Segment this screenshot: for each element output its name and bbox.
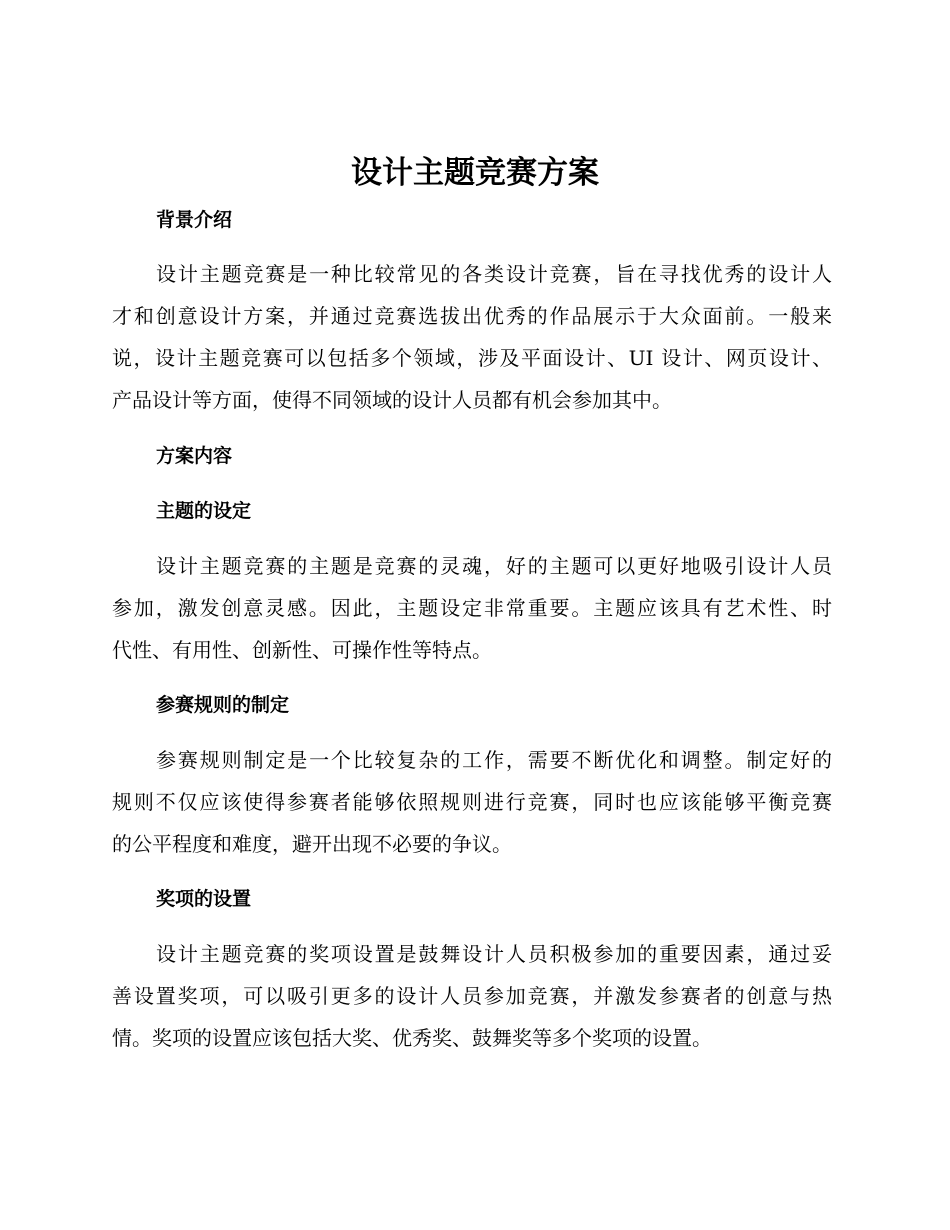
section-paragraph-theme <box>112 545 832 671</box>
paragraph-line: 参加，激发创意灵感。因此，主题设定非常重要。主题应该具有艺术性、时 <box>112 596 832 620</box>
paragraph-line: 设计主题竞赛的奖项设置是鼓舞设计人员积极参加的重要因素，通过妥 <box>156 942 832 966</box>
section-paragraph-awards <box>112 933 832 1059</box>
paragraph-line: 产品设计等方面，使得不同领域的设计人员都有机会参加其中。 <box>112 388 672 412</box>
paragraph-line: 才和创意设计方案，并通过竞赛选拔出优秀的作品展示于大众面前。一般来 <box>112 304 832 328</box>
section-heading-theme: 主题的设定 <box>156 500 252 522</box>
paragraph-line: 参赛规则制定是一个比较复杂的工作，需要不断优化和调整。制定好的 <box>156 748 832 772</box>
paragraph-line: 情。奖项的设置应该包括大奖、优秀奖、鼓舞奖等多个奖项的设置。 <box>112 1026 712 1050</box>
paragraph-line: 规则不仅应该使得参赛者能够依照规则进行竞赛，同时也应该能够平衡竞赛 <box>112 790 832 814</box>
paragraph-line: 的公平程度和难度，避开出现不必要的争议。 <box>112 832 512 856</box>
paragraph-line: 代性、有用性、创新性、可操作性等特点。 <box>112 638 492 662</box>
paragraph-line: 设计主题竞赛是一种比较常见的各类设计竞赛，旨在寻找优秀的设计人 <box>156 262 832 286</box>
document-title: 设计主题竞赛方案 <box>351 155 599 191</box>
paragraph-line: 设计主题竞赛的主题是竞赛的灵魂，好的主题可以更好地吸引设计人员 <box>156 554 832 578</box>
paragraph-line: 善设置奖项，可以吸引更多的设计人员参加竞赛，并激发参赛者的创意与热 <box>112 984 832 1008</box>
section-heading-plan-content: 方案内容 <box>156 445 233 467</box>
paragraph-line: 说，设计主题竞赛可以包括多个领域，涉及平面设计、UI 设计、网页设计、 <box>112 346 832 370</box>
section-heading-background: 背景介绍 <box>156 209 233 231</box>
section-heading-awards: 奖项的设置 <box>156 888 252 910</box>
section-heading-rules: 参赛规则的制定 <box>156 694 290 716</box>
section-paragraph-background <box>112 253 832 421</box>
section-paragraph-rules <box>112 739 832 865</box>
